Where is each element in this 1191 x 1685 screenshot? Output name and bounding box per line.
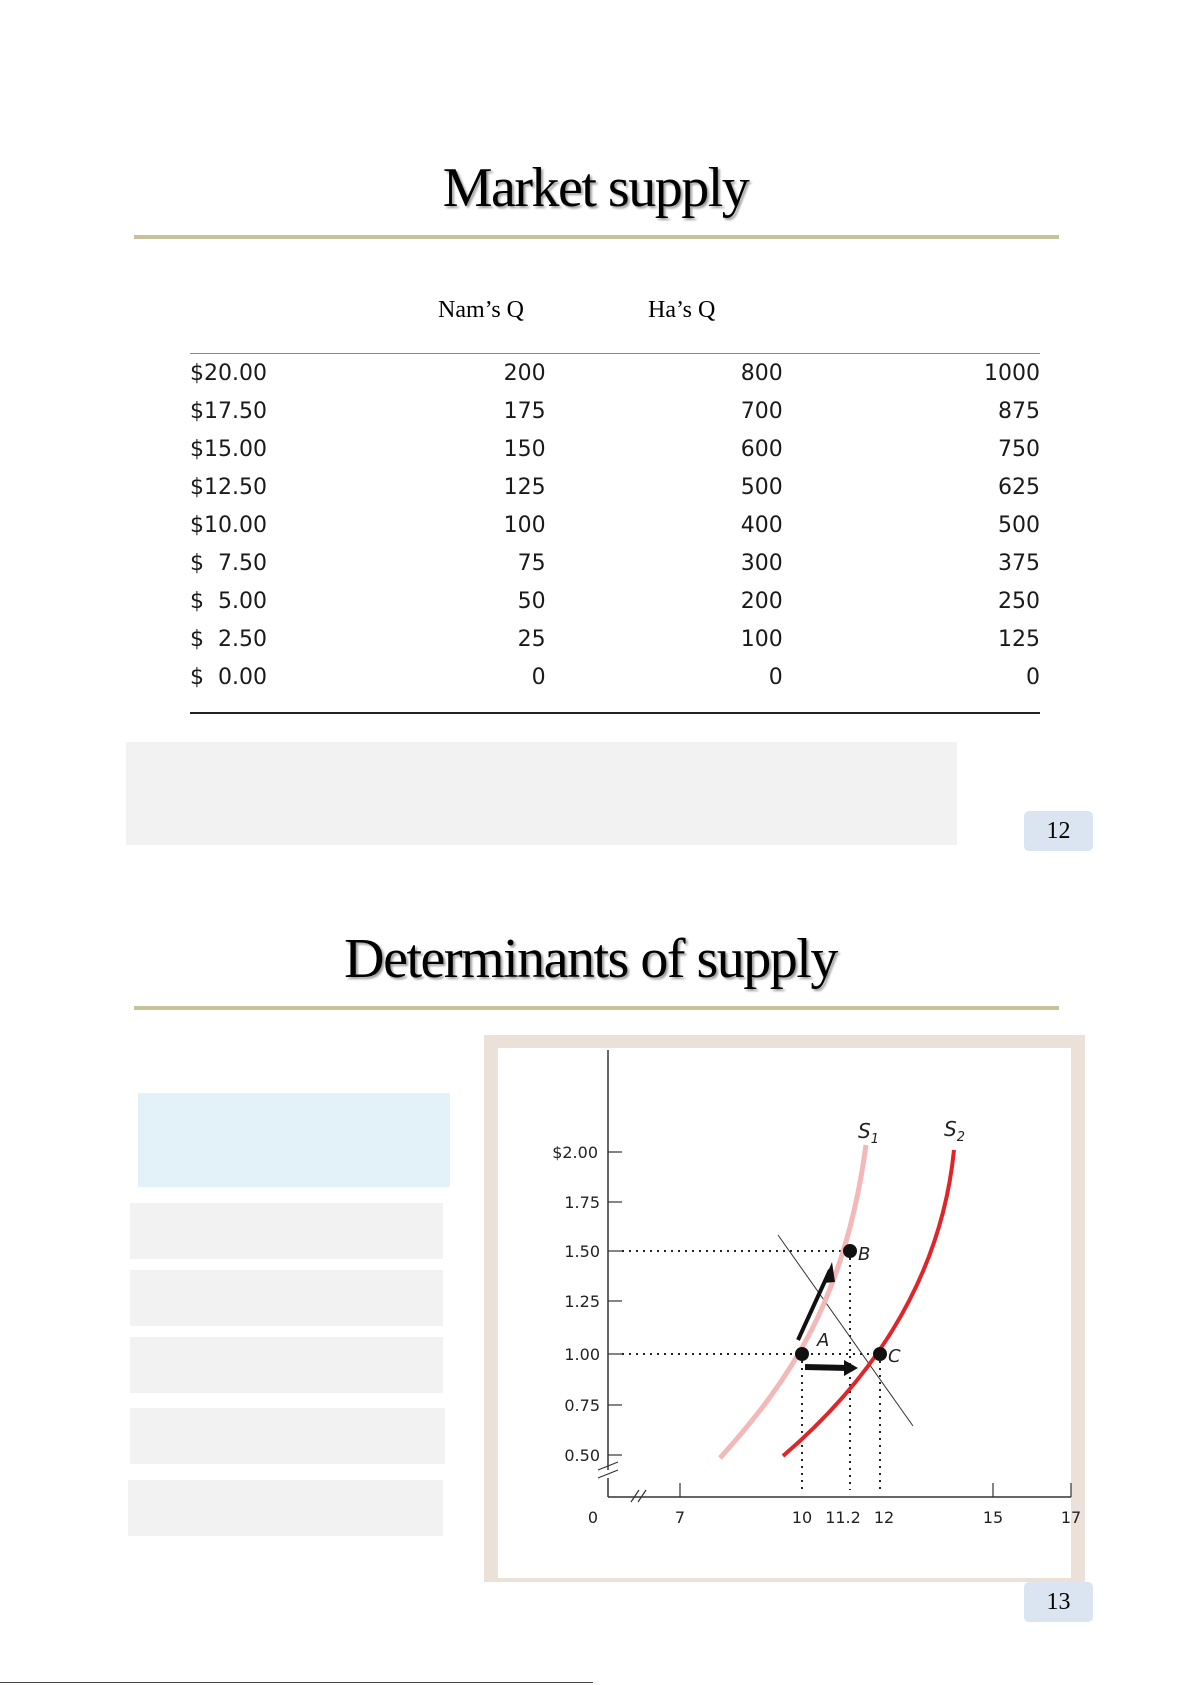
nam-quantity-cell: 100 (503, 512, 546, 538)
market-quantity-cell: 750 (998, 436, 1040, 462)
nam-quantity-cell: 125 (503, 474, 546, 500)
market-quantity-cell: 1000 (984, 360, 1040, 386)
y-tick-label: 0.75 (564, 1396, 600, 1415)
label-b: B (858, 1244, 871, 1265)
supply-curve-s1 (720, 1145, 866, 1458)
point-c (873, 1347, 887, 1361)
y-tick-label: 1.50 (564, 1242, 600, 1261)
x-tick-label: 17 (1060, 1508, 1082, 1527)
page-number-badge: 13 (1024, 1582, 1093, 1622)
nam-quantity-cell: 150 (503, 436, 546, 462)
x-axis-break-icon (631, 1490, 646, 1502)
nam-quantity-cell: 50 (517, 588, 546, 614)
label-c: C (888, 1346, 901, 1367)
price-cell: $ 5.00 (190, 588, 267, 614)
ha-quantity-cell: 100 (740, 626, 783, 652)
price-cell: $ 0.00 (190, 664, 267, 690)
x-tick-label: 0 (587, 1508, 599, 1527)
market-quantity-cell: 875 (998, 398, 1040, 424)
price-cell: $10.00 (190, 512, 267, 538)
x-tick-label: 10 (791, 1508, 813, 1527)
market-quantity-cell: 625 (998, 474, 1040, 500)
shift-arrow (805, 1367, 848, 1368)
ha-quantity-cell: 500 (740, 474, 783, 500)
page-number-badge: 12 (1024, 811, 1093, 851)
x-tick-label: 12 (873, 1508, 895, 1527)
y-tick-label: 1.25 (564, 1292, 600, 1311)
ha-quantity-header: Ha’s Q (648, 297, 716, 323)
market-quantity-cell: 250 (998, 588, 1040, 614)
label-s1: $S_1$ (858, 1119, 879, 1147)
ha-quantity-cell: 700 (740, 398, 783, 424)
price-cell: $12.50 (190, 474, 267, 500)
slide2-title: Determinants of supply (344, 928, 837, 990)
price-cell: $ 7.50 (190, 550, 267, 576)
x-tick-label: 11.2 (825, 1508, 861, 1527)
market-quantity-cell: 375 (998, 550, 1040, 576)
nam-quantity-cell: 175 (503, 398, 546, 424)
label-a: A (817, 1330, 830, 1351)
price-cell: $15.00 (190, 436, 267, 462)
price-cell: $17.50 (190, 398, 267, 424)
arrow-head-icon (844, 1360, 858, 1376)
ha-quantity-cell: 800 (740, 360, 783, 386)
ha-quantity-cell: 400 (740, 512, 783, 538)
x-tick-label: 7 (674, 1508, 686, 1527)
point-b (843, 1244, 857, 1258)
market-quantity-cell: 500 (998, 512, 1040, 538)
nam-quantity-header: Nam’s Q (438, 297, 524, 323)
label-s2: $S_2$ (944, 1117, 965, 1145)
ha-quantity-cell: 0 (768, 664, 783, 690)
y-tick-label: $2.00 (552, 1143, 598, 1162)
nam-quantity-cell: 75 (517, 550, 546, 576)
point-a (795, 1347, 809, 1361)
slide1-title: Market supply (442, 157, 749, 219)
market-quantity-cell: 0 (1026, 664, 1040, 690)
price-cell: $20.00 (190, 360, 267, 386)
price-cell: $ 2.50 (190, 626, 267, 652)
ha-quantity-cell: 300 (740, 550, 783, 576)
market-quantity-cell: 125 (998, 626, 1040, 652)
y-tick-label: 0.50 (564, 1446, 600, 1465)
arrow-head-icon (823, 1262, 835, 1283)
x-tick-label: 15 (982, 1508, 1004, 1527)
supply-curve-s2 (783, 1150, 954, 1456)
nam-quantity-cell: 200 (503, 360, 546, 386)
y-tick-label: 1.75 (564, 1193, 600, 1212)
nam-quantity-cell: 0 (531, 664, 546, 690)
ha-quantity-cell: 600 (740, 436, 783, 462)
y-tick-label: 1.00 (564, 1345, 600, 1364)
ha-quantity-cell: 200 (740, 588, 783, 614)
page-bottom-rule (0, 1682, 593, 1683)
nam-quantity-cell: 25 (517, 626, 546, 652)
